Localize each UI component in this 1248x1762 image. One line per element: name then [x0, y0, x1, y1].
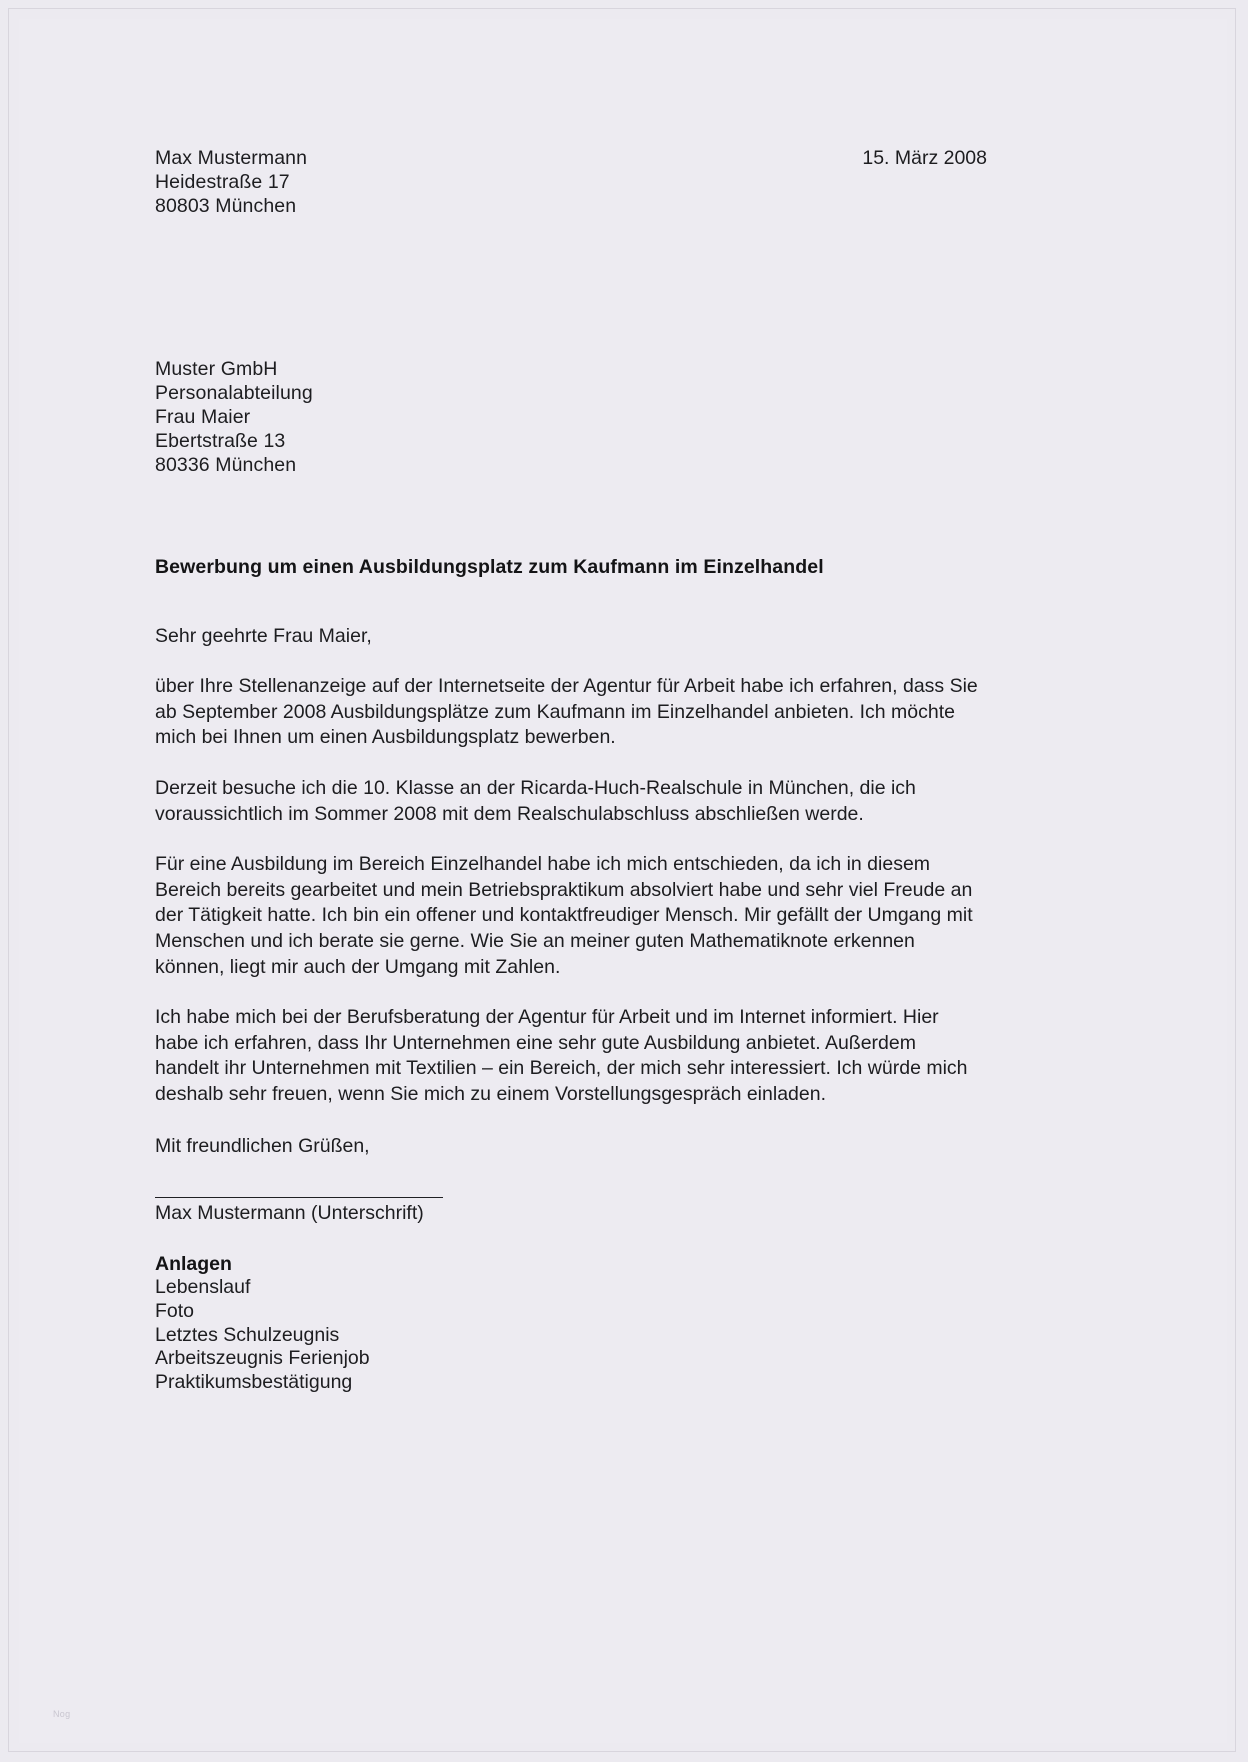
recipient-street: Ebertstraße 13	[155, 429, 286, 452]
letter-sheet	[19, 19, 1227, 1743]
list-item: Foto	[155, 1299, 195, 1322]
subject-line: Bewerbung um einen Ausbildungsplatz zum Kaufmann im Einzelhandel	[155, 556, 824, 579]
list-item: Praktikumsbestätigung	[155, 1371, 353, 1394]
closing-line: Mit freundlichen Grüßen,	[155, 1135, 370, 1158]
letter-content	[155, 147, 995, 1395]
letterhead-row	[155, 147, 995, 218]
sender-address-block	[155, 147, 307, 218]
signature-block	[155, 1197, 995, 1226]
recipient-address-block	[155, 358, 995, 477]
list-item: Lebenslauf	[155, 1276, 251, 1299]
signature-name: Max Mustermann (Unterschrift)	[155, 1202, 424, 1225]
sender-name: Max Mustermann	[155, 147, 308, 169]
attachments-list	[155, 1276, 995, 1395]
sender-city: 80803 München	[155, 194, 297, 217]
salutation-spacer	[155, 579, 995, 625]
page-border	[8, 8, 1236, 1752]
letter-date: 15. März 2008	[862, 147, 987, 169]
salutation-line: Sehr geehrte Frau Maier,	[155, 625, 372, 648]
recipient-company: Muster GmbH	[155, 358, 278, 381]
signature-rule	[155, 1197, 443, 1198]
recipient-department: Personalabteilung	[155, 382, 313, 405]
corner-watermark: Nog	[53, 1709, 71, 1719]
list-item: Letztes Schulzeugnis	[155, 1323, 340, 1346]
recipient-spacer	[155, 218, 995, 358]
body-paragraph: Ich habe mich bei der Berufsberatung der Agentur für Arbeit und im Internet informiert. Hier habe ich erfahren, dass Ihr Unternehmen eine sehr gute Ausbildung anbietet. Außerdem handelt ihr Unternehmen mit Textilien – ein Bereich, der mich sehr interessiert. Ich würde mich deshalb sehr freuen, wenn Sie mich zu einem Vorstellungsgespräch einladen.	[155, 1006, 968, 1105]
sender-street: Heidestraße 17	[155, 170, 290, 193]
subject-spacer	[155, 477, 995, 555]
recipient-contact: Frau Maier	[155, 405, 251, 428]
attachments-title: Anlagen	[155, 1253, 232, 1276]
body-paragraph: Derzeit besuche ich die 10. Klasse an der Ricarda-Huch-Realschule in München, die ich voraussichtlich im Sommer 2008 mit dem Realschulabschluss abschließen werde.	[155, 776, 916, 825]
body-paragraph: Für eine Ausbildung im Bereich Einzelhandel habe ich mich entschieden, da ich in diesem Bereich bereits gearbeitet und mein Betriebspraktikum absolviert habe und sehr viel Freude an der Tätigkeit hatte. Ich bin ein offener und kontaktfreudiger Mensch. Mir gefällt der Umgang mit Menschen und ich berate sie gerne. Wie Sie an meiner guten Mathematiknote erkennen können, liegt mir auch der Umgang mit Zahlen.	[155, 853, 973, 978]
list-item: Arbeitszeugnis Ferienjob	[155, 1347, 370, 1370]
body-paragraph: über Ihre Stellenanzeige auf der Internetseite der Agentur für Arbeit habe ich erfahren, dass Sie ab September 2008 Ausbildungsplätze zum Kaufmann im Einzelhandel anbieten. Ich möchte mich bei Ihnen um einen Ausbildungsplatz bewerben.	[155, 675, 978, 749]
recipient-city: 80336 München	[155, 453, 297, 476]
